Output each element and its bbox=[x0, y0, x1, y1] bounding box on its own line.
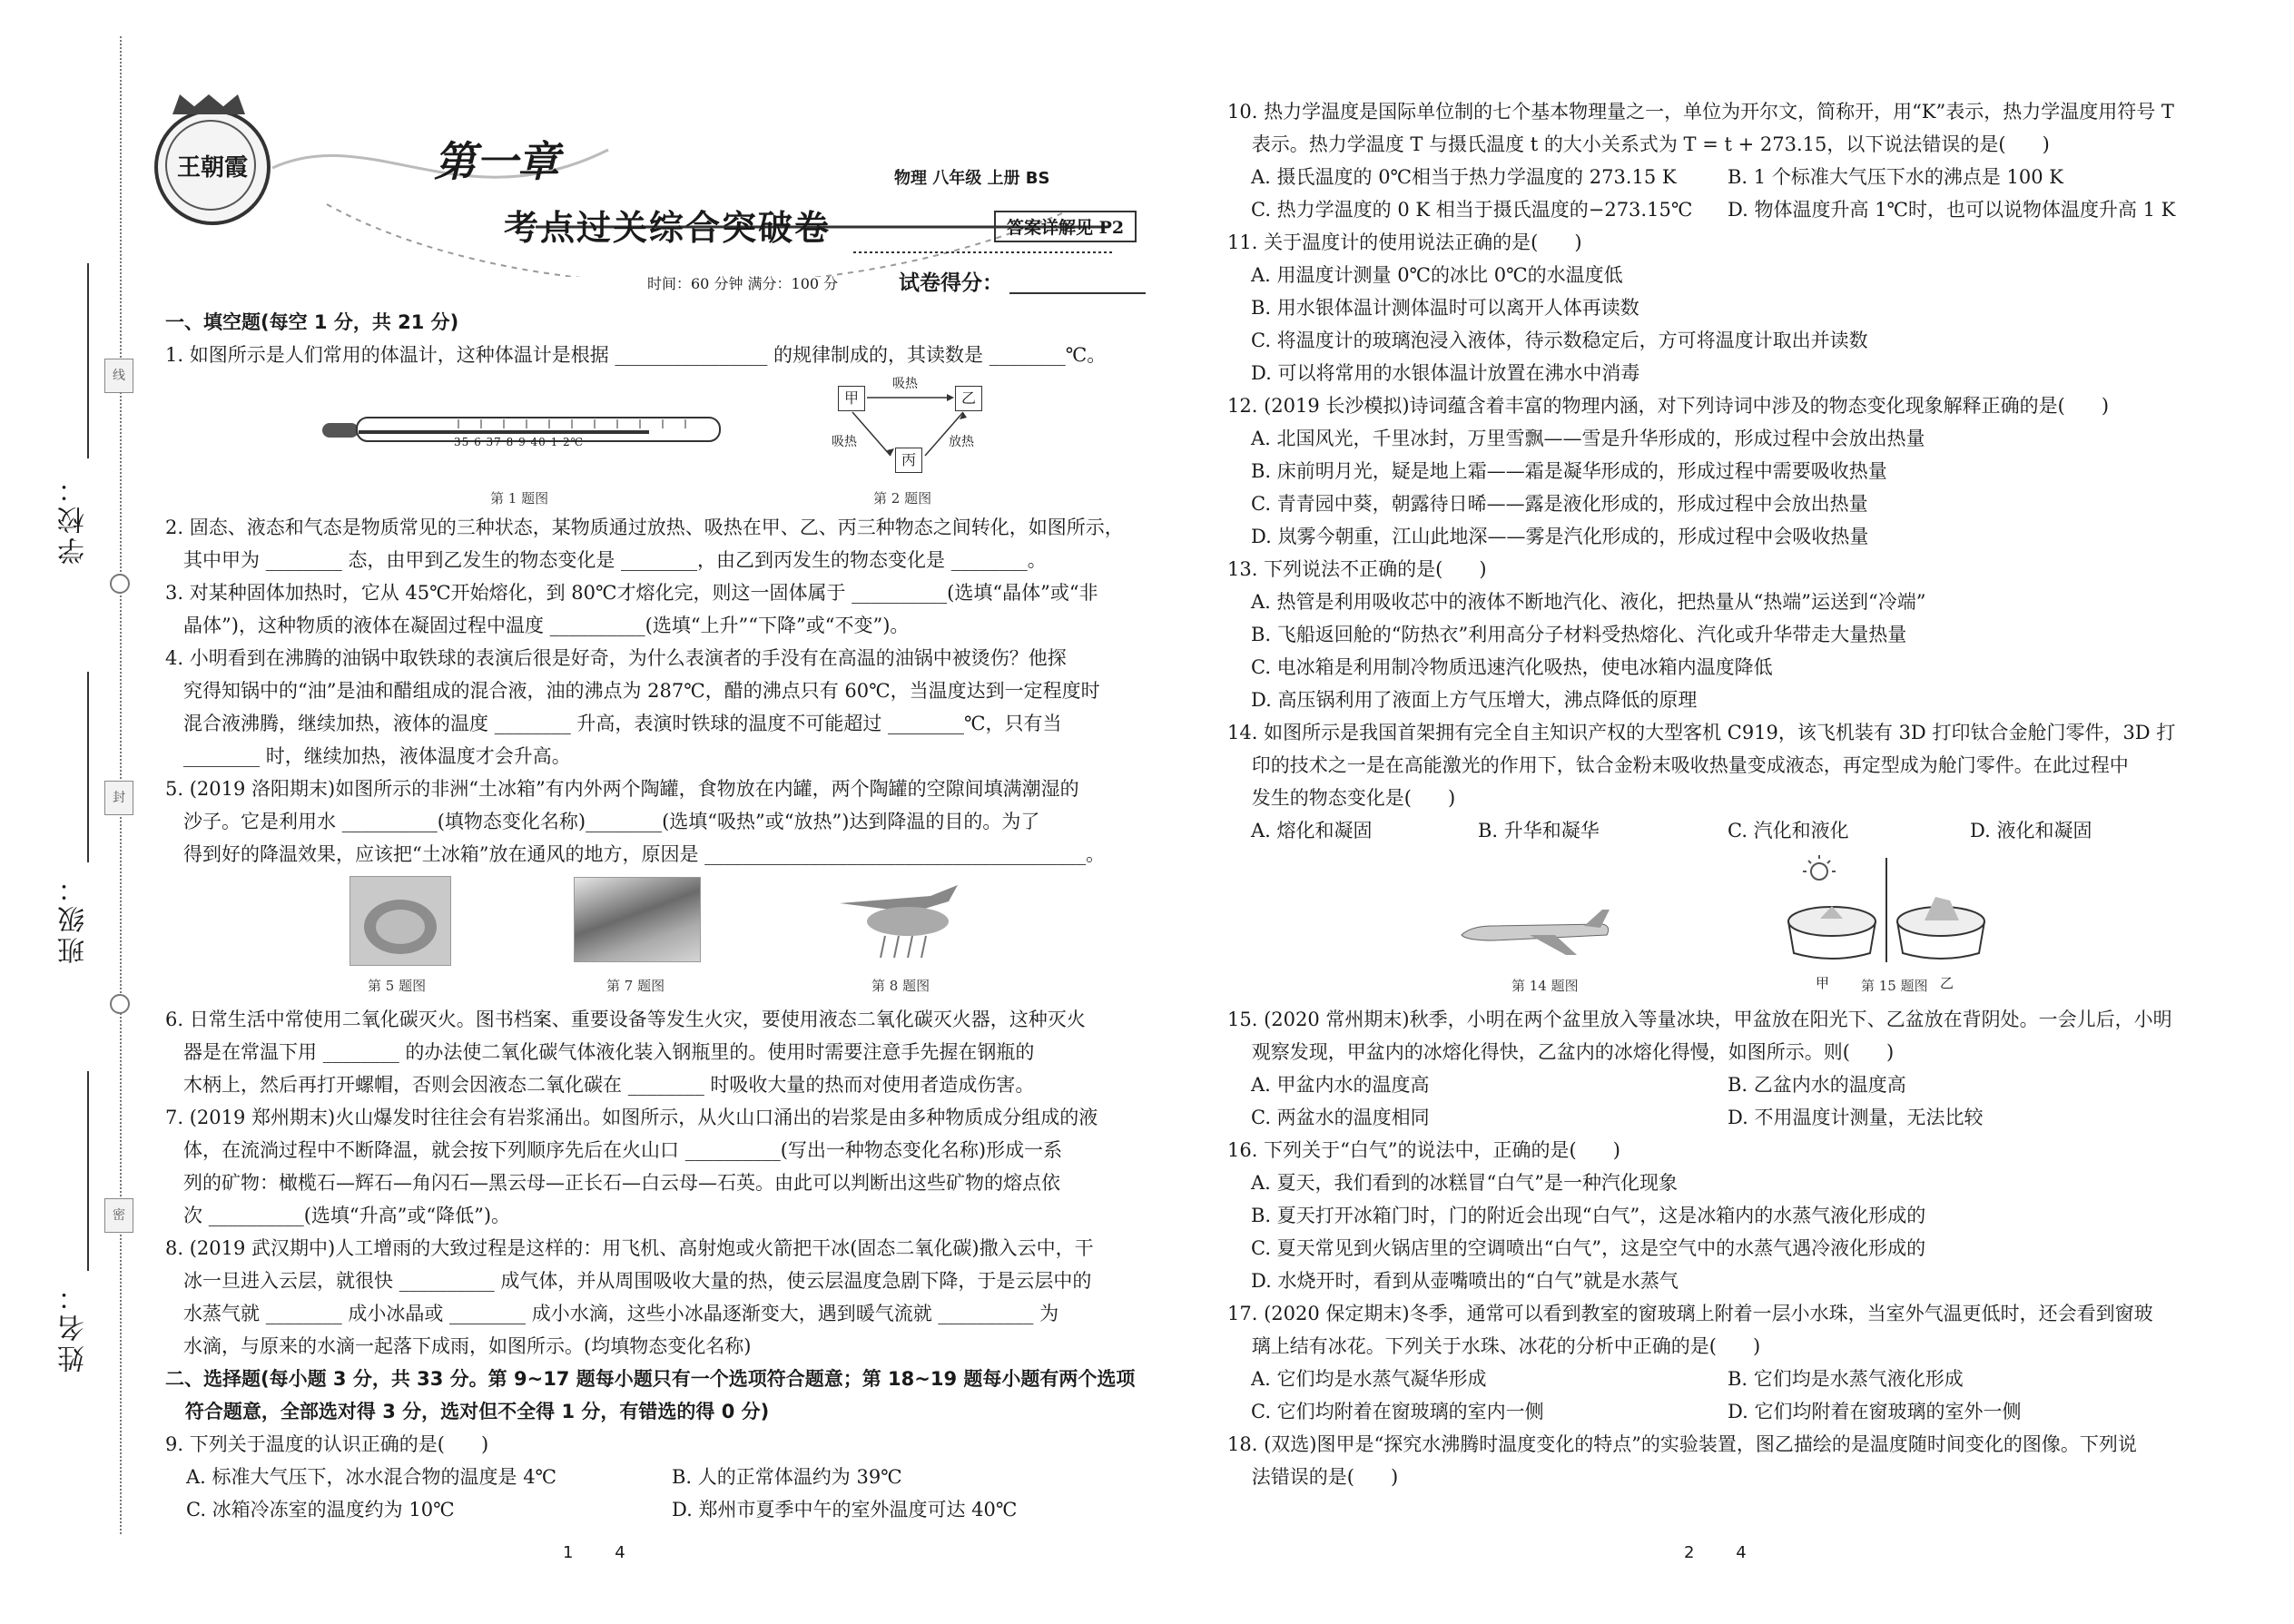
fig5-caption: 第 5 题图 bbox=[368, 978, 427, 994]
q9-option-c[interactable]: C. 冰箱冷冻室的温度约为 10℃ bbox=[186, 1499, 455, 1521]
q13-option-b[interactable]: B. 飞船返回舱的“防热衣”利用高分子材料受热熔化、汽化或升华带走大量热量 bbox=[1251, 624, 1907, 645]
q13-option-d[interactable]: D. 高压锅利用了液面上方气压增大，沸点降低的原理 bbox=[1251, 689, 1698, 711]
question-11: 11. 关于温度计的使用说法正确的是( ) bbox=[1227, 231, 1582, 253]
question-12: 12. (2019 长沙模拟)诗词蕴含着丰富的物理内涵，对下列诗词中涉及的物态变化现象解释正确的是( ) bbox=[1227, 395, 2110, 417]
section2-title: 二、选择题(每小题 3 分，共 33 分。第 9~17 题每小题只有一个选项符合题意；第 18~19 题每小题有两个选项 bbox=[165, 1368, 1136, 1390]
question-3-cont: 晶体”)，这种物质的液体在凝固过程中温度 __________(选填“上升”“下降”或“不变”)。 bbox=[165, 615, 910, 636]
fig2-caption: 第 2 题图 bbox=[873, 490, 932, 507]
q10-option-b[interactable]: B. 1 个标准大气压下水的沸点是 100 K bbox=[1728, 166, 2063, 188]
name-field[interactable] bbox=[87, 1071, 89, 1271]
q12-option-a[interactable]: A. 北国风光，千里冰封，万里雪飘——雪是升华形成的，形成过程中会放出热量 bbox=[1251, 428, 1925, 449]
question-2-cont: 其中甲为 ________ 态，由甲到乙发生的物态变化是 ________，由乙到丙发生的物态变化是 ________。 bbox=[165, 549, 1047, 571]
question-18: 18. (双选)图甲是“探究水沸腾时温度变化的特点”的实验装置，图乙描绘的是温度随时间变化的图像。下列说 bbox=[1227, 1433, 2137, 1455]
q9-option-a[interactable]: A. 标准大气压下，冰水混合物的温度是 4℃ bbox=[186, 1466, 557, 1488]
q11-option-c[interactable]: C. 将温度计的玻璃泡浸入液体，待示数稳定后，方可将温度计取出并读数 bbox=[1251, 330, 1868, 351]
q14-option-d[interactable]: D. 液化和凝固 bbox=[1970, 820, 2092, 842]
class-label: 班级： bbox=[58, 871, 90, 964]
question-6: 6. 日常生活中常使用二氧化碳灭火。图书档案、重要设备等发生火灾，要使用液态二氧化碳灭火器，这种灭火 bbox=[165, 1009, 1086, 1030]
question-15-cont: 观察发现，甲盆内的冰熔化得快，乙盆内的冰熔化得慢，如图所示。则( ) bbox=[1227, 1041, 1895, 1063]
q13-option-c[interactable]: C. 电冰箱是利用制冷物质迅速汽化吸热，使电冰箱内温度降低 bbox=[1251, 656, 1773, 678]
state-jia: 甲 bbox=[838, 386, 865, 411]
page-number-left: 1 4 bbox=[563, 1543, 625, 1562]
question-5: 5. (2019 洛阳期末)如图所示的非洲“土冰箱”有内外两个陶罐，食物放在内罐，两个陶罐的空隙间填满潮湿的 bbox=[165, 778, 1079, 800]
binding-hole bbox=[110, 994, 130, 1014]
state-yi: 乙 bbox=[955, 386, 982, 411]
question-5-cont: 沙子。它是利用水 __________(填物态变化名称)________(选填“吸热”或“放热”)达到降温的目的。为了 bbox=[165, 811, 1040, 832]
fig15-caption: 第 15 题图 bbox=[1861, 978, 1928, 994]
page-number-right: 2 4 bbox=[1684, 1543, 1747, 1562]
question-10-cont: 表示。热力学温度 T 与摄氏温度 t 的大小关系式为 T = t + 273.15，以下说法错误的是( ) bbox=[1227, 133, 2050, 155]
fig15-label-yi: 乙 bbox=[1940, 975, 1954, 991]
question-7-cont: 列的矿物：橄榄石—辉石—角闪石—黑云母—正长石—白云母—石英。由此可以判断出这些矿物的熔点依 bbox=[165, 1172, 1061, 1194]
fig14-airplane bbox=[1457, 908, 1616, 962]
question-8-cont: 水滴，与原来的水滴一起落下成雨，如图所示。(均填物态变化名称) bbox=[165, 1335, 752, 1357]
q10-option-a[interactable]: A. 摄氏温度的 0℃相当于热力学温度的 273.15 K bbox=[1251, 166, 1677, 188]
question-3: 3. 对某种固体加热时，它从 45℃开始熔化，到 80℃才熔化完，则这一固体属于 __________(选填“晶体”或“非 bbox=[165, 582, 1098, 604]
fig15-basins bbox=[1779, 853, 1993, 967]
time-score-line: 时间：60 分钟 满分：100 分 bbox=[647, 275, 839, 292]
paper-title: 考点过关综合突破卷 bbox=[504, 207, 832, 248]
question-1: 1. 如图所示是人们常用的体温计，这种体温计是根据 ________________ 的规律制成的，其读数是 ________℃。 bbox=[165, 344, 1107, 366]
logo-text: 王朝霞 bbox=[176, 154, 248, 182]
question-10: 10. 热力学温度是国际单位制的七个基本物理量之一，单位为开尔文，简称开，用“K”表示，热力学温度用符号 T bbox=[1227, 101, 2174, 123]
question-7-cont: 体，在流淌过程中不断降温，就会按下列顺序先后在火山口 __________(写出一种物态变化名称)形成一系 bbox=[165, 1139, 1063, 1161]
q12-option-c[interactable]: C. 青青园中葵，朝露待日晞——露是液化形成的，形成过程中会放出热量 bbox=[1251, 493, 1868, 515]
q10-option-c[interactable]: C. 热力学温度的 0 K 相当于摄氏温度的−273.15℃ bbox=[1251, 199, 1693, 221]
arrow-label-top: 吸热 bbox=[892, 377, 918, 391]
fig7-image bbox=[574, 877, 701, 962]
school-field[interactable] bbox=[87, 263, 89, 458]
q14-option-c[interactable]: C. 汽化和液化 bbox=[1728, 820, 1849, 842]
question-14: 14. 如图所示是我国首架拥有完全自主知识产权的大型客机 C919，该飞机装有 3D 打印钛合金舱门零件，3D 打 bbox=[1227, 722, 2176, 743]
fig8-image bbox=[831, 876, 967, 962]
question-17: 17. (2020 保定期末)冬季，通常可以看到教室的窗玻璃上附着一层小水珠，当室外气温更低时，还会看到窗玻 bbox=[1227, 1303, 2153, 1324]
seal-feng: 封 bbox=[104, 781, 133, 815]
q13-option-a[interactable]: A. 热管是利用吸收芯中的液体不断地汽化、液化，把热量从“热端”运送到“冷端” bbox=[1251, 591, 1926, 613]
question-15: 15. (2020 常州期末)秋季，小明在两个盆里放入等量冰块，甲盆放在阳光下、乙盆放在背阴处。一会儿后，小明 bbox=[1227, 1009, 2172, 1030]
q15-option-a[interactable]: A. 甲盆内水的温度高 bbox=[1251, 1074, 1430, 1096]
question-6-cont: 器是在常温下用 ________ 的办法使二氧化碳气体液化装入钢瓶里的。使用时需要注意手先握在钢瓶的 bbox=[165, 1041, 1035, 1063]
question-5-cont: 得到好的降温效果，应该把“土冰箱”放在通风的地方，原因是 ________________________________________。 bbox=[165, 843, 1106, 865]
question-4-cont: 究得知锅中的“油”是油和醋组成的混合液，油的沸点为 287℃，醋的沸点只有 60℃，当温度达到一定程度时 bbox=[165, 680, 1100, 702]
q9-option-d[interactable]: D. 郑州市夏季中午的室外温度可达 40℃ bbox=[672, 1499, 1018, 1521]
question-8: 8. (2019 武汉期中)人工增雨的大致过程是这样的：用飞机、高射炮或火箭把干冰(固态二氧化碳)撒入云中，干 bbox=[165, 1237, 1094, 1259]
thermometer-scale: 35 6 37 8 9 40 1 2℃ bbox=[454, 436, 585, 448]
state-bing: 丙 bbox=[895, 448, 922, 473]
q11-option-d[interactable]: D. 可以将常用的水银体温计放置在沸水中消毒 bbox=[1251, 362, 1640, 384]
subject-meta: 物理 八年级 上册 BS bbox=[894, 169, 1050, 188]
fig1-caption: 第 1 题图 bbox=[490, 490, 549, 507]
q17-option-a[interactable]: A. 它们均是水蒸气凝华形成 bbox=[1251, 1368, 1487, 1390]
question-8-cont: 冰一旦进入云层，就很快 __________ 成气体，并从周围吸收大量的热，使云层温度急剧下降，于是云层中的 bbox=[165, 1270, 1092, 1292]
q10-option-d[interactable]: D. 物体温度升高 1℃时，也可以说物体温度升高 1 K bbox=[1728, 199, 2176, 221]
q16-option-c[interactable]: C. 夏天常见到火锅店里的空调喷出“白气”，这是空气中的水蒸气遇冷液化形成的 bbox=[1251, 1237, 1926, 1259]
score-field[interactable] bbox=[1009, 292, 1146, 294]
q17-option-c[interactable]: C. 它们均附着在窗玻璃的室内一侧 bbox=[1251, 1401, 1544, 1422]
seal-xian: 线 bbox=[104, 359, 133, 393]
thermometer-figure bbox=[322, 410, 731, 456]
question-14-cont: 发生的物态变化是( ) bbox=[1227, 787, 1456, 809]
school-label: 学校： bbox=[58, 472, 90, 565]
q17-option-b[interactable]: B. 它们均是水蒸气液化形成 bbox=[1728, 1368, 1964, 1390]
question-16: 16. 下列关于“白气”的说法中，正确的是( ) bbox=[1227, 1139, 1620, 1161]
q16-option-b[interactable]: B. 夏天打开冰箱门时，门的附近会出现“白气”，这是冰箱内的水蒸气液化形成的 bbox=[1251, 1205, 1926, 1226]
q15-option-d[interactable]: D. 不用温度计测量，无法比较 bbox=[1728, 1107, 1984, 1128]
fig7-caption: 第 7 题图 bbox=[606, 978, 665, 994]
question-9: 9. 下列关于温度的认识正确的是( ) bbox=[165, 1433, 489, 1455]
fig14-caption: 第 14 题图 bbox=[1511, 978, 1579, 994]
question-7: 7. (2019 郑州期末)火山爆发时往往会有岩浆涌出。如图所示，从火山口涌出的岩浆是由多种物质成分组成的液 bbox=[165, 1107, 1098, 1128]
question-6-cont: 木柄上，然后再打开螺帽，否则会因液态二氧化碳在 ________ 时吸收大量的热而对使用者造成伤害。 bbox=[165, 1074, 1035, 1096]
class-field[interactable] bbox=[87, 672, 89, 862]
q16-option-d[interactable]: D. 水烧开时，看到从壶嘴喷出的“白气”就是水蒸气 bbox=[1251, 1270, 1679, 1292]
arrow-label-left: 吸热 bbox=[832, 435, 857, 449]
question-4-cont: ________ 时，继续加热，液体温度才会升高。 bbox=[165, 745, 571, 767]
q14-option-a[interactable]: A. 熔化和凝固 bbox=[1251, 820, 1373, 842]
q12-option-b[interactable]: B. 床前明月光，疑是地上霜——霜是凝华形成的，形成过程中需要吸收热量 bbox=[1251, 460, 1887, 482]
fig15-label-jia: 甲 bbox=[1816, 975, 1830, 991]
q14-option-b[interactable]: B. 升华和凝华 bbox=[1478, 820, 1600, 842]
q11-option-b[interactable]: B. 用水银体温计测体温时可以离开人体再读数 bbox=[1251, 297, 1639, 319]
question-8-cont: 水蒸气就 ________ 成小冰晶或 ________ 成小水滴，这些小冰晶逐渐变大，遇到暖气流就 __________ 为 bbox=[165, 1303, 1059, 1324]
q12-option-d[interactable]: D. 岚雾今朝重，江山此地深——雾是汽化形成的，形成过程中会吸收热量 bbox=[1251, 526, 1869, 547]
score-label: 试卷得分： bbox=[899, 271, 1003, 295]
q15-option-b[interactable]: B. 乙盆内水的温度高 bbox=[1728, 1074, 1906, 1096]
question-4-cont: 混合液沸腾，继续加热，液体的温度 ________ 升高，表演时铁球的温度不可能超过 ________℃，只有当 bbox=[165, 713, 1062, 734]
q17-option-d[interactable]: D. 它们均附着在窗玻璃的室外一侧 bbox=[1728, 1401, 2022, 1422]
chapter-title: 第一章 bbox=[434, 137, 559, 186]
question-17-cont: 璃上结有冰花。下列关于水珠、冰花的分析中正确的是( ) bbox=[1227, 1335, 1761, 1357]
seal-mi: 密 bbox=[104, 1198, 133, 1233]
question-13: 13. 下列说法不正确的是( ) bbox=[1227, 558, 1487, 580]
question-4: 4. 小明看到在沸腾的油锅中取铁球的表演后很是好奇，为什么表演者的手没有在高温的油锅中被烫伤？他探 bbox=[165, 647, 1067, 669]
q16-option-a[interactable]: A. 夏天，我们看到的冰糕冒“白气”是一种汽化现象 bbox=[1251, 1172, 1678, 1194]
section2-title-cont: 符合题意，全部选对得 3 分，选对但不全得 1 分，有错选的得 0 分) bbox=[165, 1401, 770, 1422]
q9-option-b[interactable]: B. 人的正常体温约为 39℃ bbox=[672, 1466, 902, 1488]
question-2: 2. 固态、液态和气态是物质常见的三种状态，某物质通过放热、吸热在甲、乙、丙三种物态之间转化，如图所示， bbox=[165, 517, 1124, 538]
binding-hole bbox=[110, 574, 130, 594]
fig8-caption: 第 8 题图 bbox=[871, 978, 930, 994]
question-18-cont: 法错误的是( ) bbox=[1227, 1466, 1399, 1488]
fig5-image bbox=[350, 876, 451, 966]
q15-option-c[interactable]: C. 两盆水的温度相同 bbox=[1251, 1107, 1430, 1128]
section1-title: 一、填空题(每空 1 分，共 21 分) bbox=[165, 311, 459, 333]
question-14-cont: 印的技术之一是在高能激光的作用下，钛合金粉末吸收热量变成液态，再定型成为舱门零件。在此过程中 bbox=[1227, 754, 2129, 776]
q11-option-a[interactable]: A. 用温度计测量 0℃的冰比 0℃的水温度低 bbox=[1251, 264, 1623, 286]
brand-logo bbox=[154, 109, 271, 225]
arrow-label-right: 放热 bbox=[949, 435, 974, 449]
name-label: 姓名： bbox=[58, 1280, 90, 1373]
crown-icon bbox=[172, 94, 245, 114]
question-7-cont: 次 __________(选填“升高”或“降低”)。 bbox=[165, 1205, 511, 1226]
answer-ref: 答案详解见 P2 bbox=[994, 211, 1137, 242]
